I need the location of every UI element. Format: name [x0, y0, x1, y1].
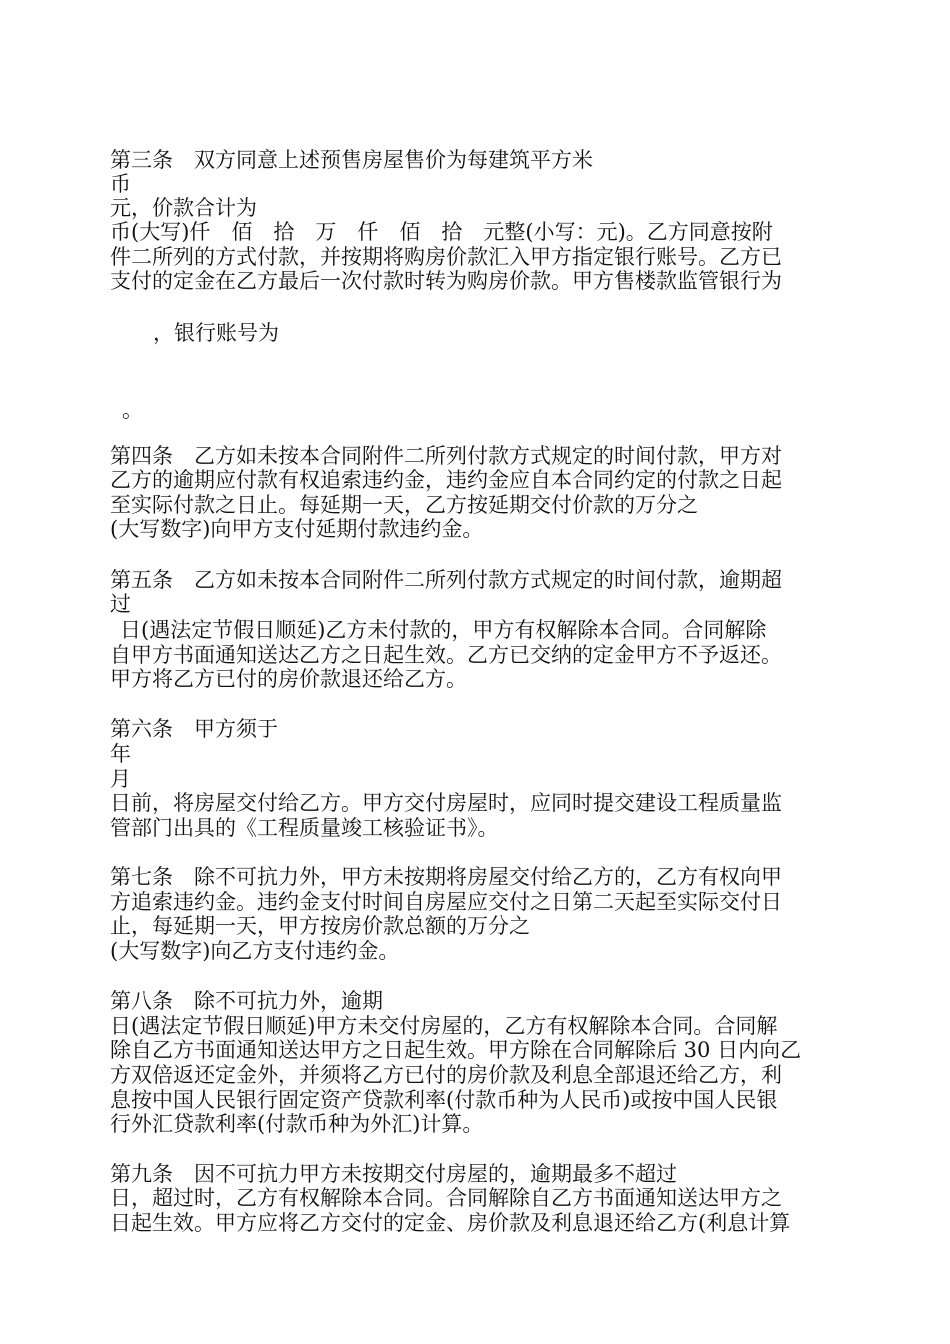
article-9-line-1: 第九条 因不可抗力甲方未按期交付房屋的，逾期最多不超过	[110, 1162, 677, 1186]
article-3-line-7: ，银行账号为	[132, 321, 279, 345]
article-9-line-2: 日，超过时，乙方有权解除本合同。合同解除自乙方书面通知送达甲方之	[110, 1186, 782, 1210]
article-6-line-2: 年	[110, 742, 131, 766]
article-4-line-3: 至实际付款之日止。每延期一天，乙方按延期交付价款的万分之	[110, 493, 698, 517]
article-9-line-3: 日起生效。甲方应将乙方交付的定金、房价款及利息退还给乙方(利息计算	[110, 1211, 791, 1235]
article-8-line-4: 方双倍返还定金外，并须将乙方已付的房价款及利息全部退还给乙方，利	[110, 1063, 782, 1087]
article-7-line-1: 第七条 除不可抗力外，甲方未按期将房屋交付给乙方的，乙方有权向甲	[110, 865, 782, 889]
article-4-line-2: 乙方的逾期应付款有权追索违约金，违约金应自本合同约定的付款之日起	[110, 468, 782, 492]
article-6-line-3: 月	[110, 767, 131, 791]
article-7-line-3: 止，每延期一天，甲方按房价款总额的万分之	[110, 914, 530, 938]
article-3-line-1: 第三条 双方同意上述预售房屋售价为每建筑平方米	[110, 148, 593, 172]
article-7-line-2: 方追索违约金。违约金支付时间自房屋应交付之日第二天起至实际交付日	[110, 890, 782, 914]
article-6-line-4: 日前，将房屋交付给乙方。甲方交付房屋时，应同时提交建设工程质量监	[110, 791, 782, 815]
article-8-line-3: 除自乙方书面通知送达甲方之日起生效。甲方除在合同解除后 30 日内向乙	[110, 1038, 802, 1062]
article-5-line-4: 自甲方书面通知送达乙方之日起生效。乙方已交纳的定金甲方不予返还。	[110, 643, 782, 667]
article-8-line-1: 第八条 除不可抗力外，逾期	[110, 989, 383, 1013]
article-7-line-4: (大写数字)向乙方支付违约金。	[110, 939, 400, 963]
article-8-line-5: 息按中国人民银行固定资产贷款利率(付款币种为人民币)或按中国人民银	[110, 1088, 778, 1112]
article-3-line-5: 件二所列的方式付款，并按期将购房价款汇入甲方指定银行账号。乙方已	[110, 245, 782, 269]
article-5-line-5: 甲方将乙方已付的房价款退还给乙方。	[110, 667, 467, 691]
article-3-line-6: 支付的定金在乙方最后一次付款时转为购房价款。甲方售楼款监管银行为	[110, 269, 782, 293]
article-3-line-2: 币	[110, 172, 131, 196]
article-3-line-3: 元，价款合计为	[110, 196, 257, 220]
article-5-line-1: 第五条 乙方如未按本合同附件二所列付款方式规定的时间付款，逾期超	[110, 568, 782, 592]
article-6-line-1: 第六条 甲方须于	[110, 717, 278, 741]
article-8-line-2: 日(遇法定节假日顺延)甲方未交付房屋的，乙方有权解除本合同。合同解	[110, 1014, 778, 1038]
article-5-line-3: 日(遇法定节假日顺延)乙方未付款的，甲方有权解除本合同。合同解除	[120, 618, 767, 642]
article-5-line-2: 过	[110, 592, 131, 616]
article-8-line-6: 行外汇贷款利率(付款币种为外汇)计算。	[110, 1112, 484, 1136]
article-3-line-8: 。	[122, 398, 143, 422]
article-4-line-1: 第四条 乙方如未按本合同附件二所列付款方式规定的时间付款，甲方对	[110, 444, 782, 468]
article-6-line-5: 管部门出具的《工程质量竣工核验证书》。	[110, 816, 499, 840]
article-4-line-4: (大写数字)向甲方支付延期付款违约金。	[110, 517, 484, 541]
article-3-line-4: 币(大写)仟 佰 拾 万 仟 佰 拾 元整(小写：元)。乙方同意按附	[110, 220, 773, 244]
